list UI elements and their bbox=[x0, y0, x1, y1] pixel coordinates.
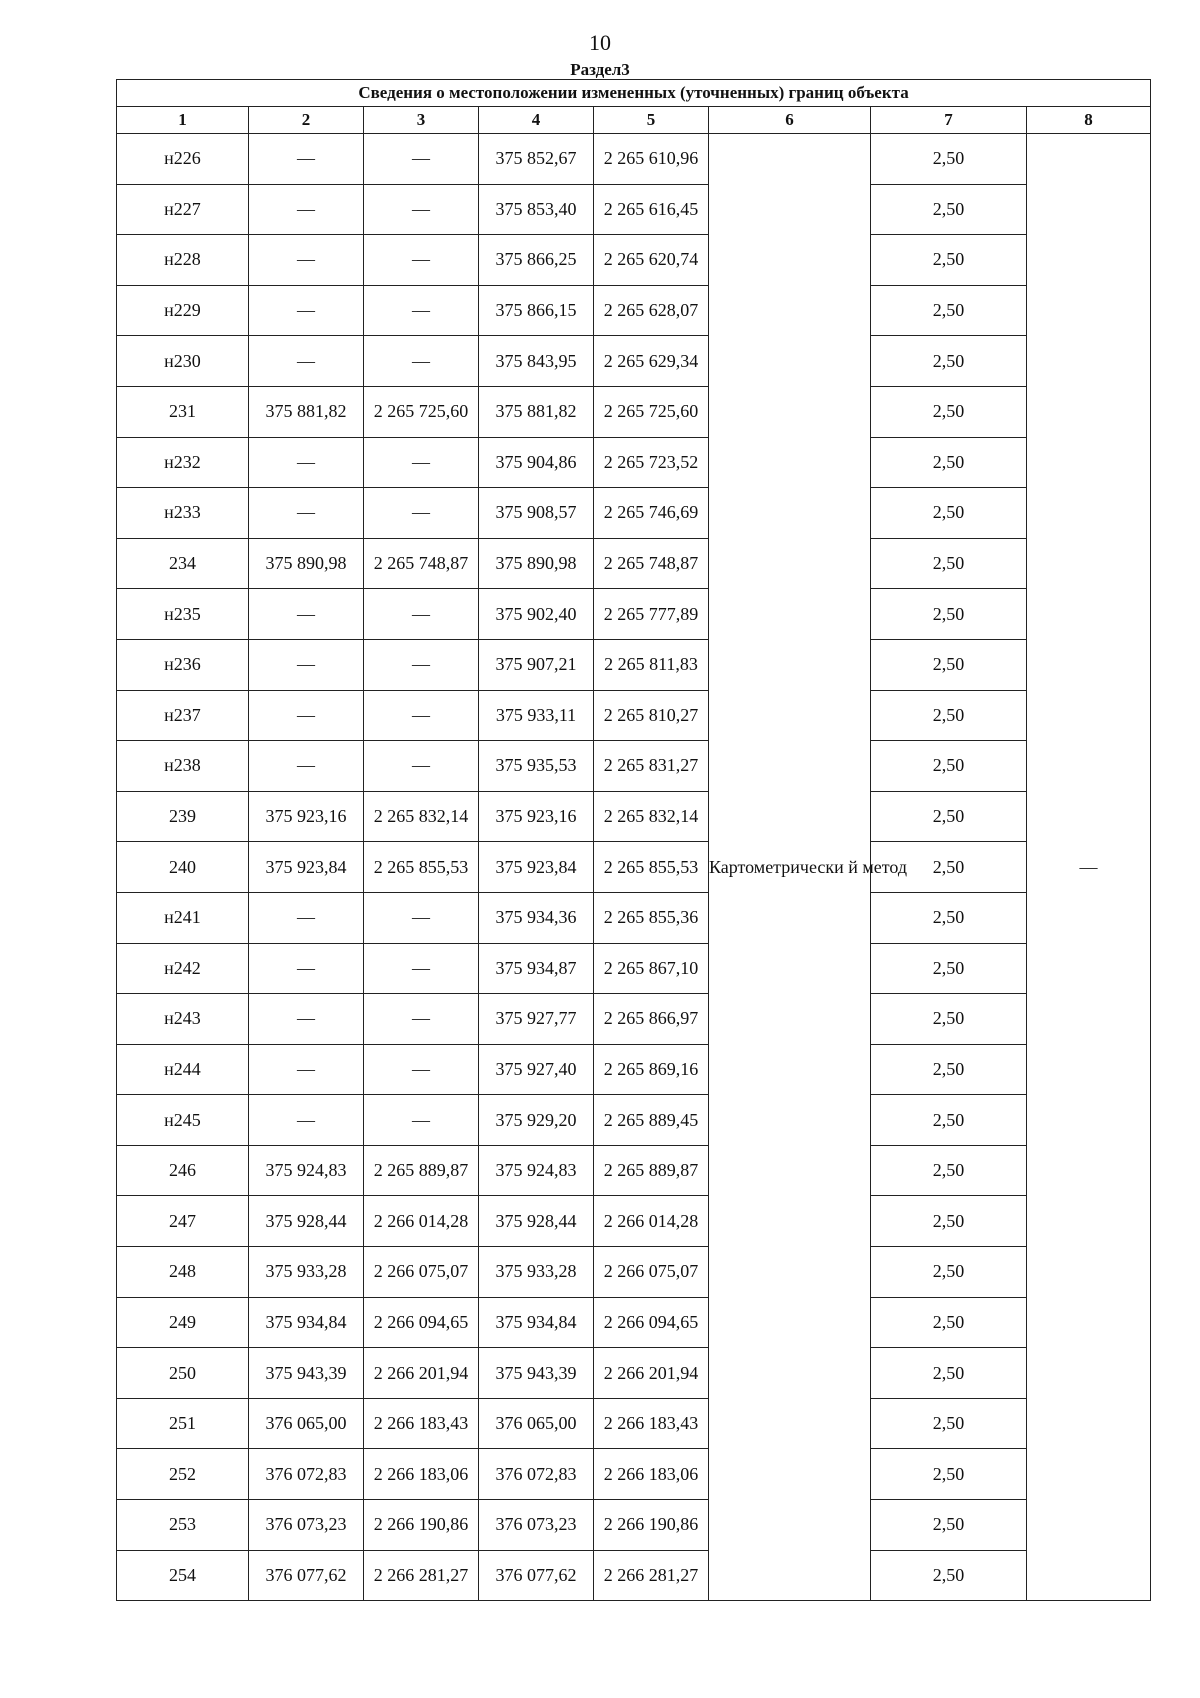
old-y-cell: — bbox=[364, 639, 479, 690]
old-y-cell: — bbox=[364, 690, 479, 741]
old-x-cell: 376 072,83 bbox=[249, 1449, 364, 1500]
old-y-cell: — bbox=[364, 892, 479, 943]
new-y-cell: 2 265 866,97 bbox=[594, 994, 709, 1045]
accuracy-cell: 2,50 bbox=[871, 1095, 1027, 1146]
accuracy-cell: 2,50 bbox=[871, 994, 1027, 1045]
new-x-cell: 375 890,98 bbox=[479, 538, 594, 589]
table-row bbox=[117, 690, 1151, 741]
new-y-cell: 2 265 831,27 bbox=[594, 741, 709, 792]
column-header: 6 bbox=[709, 107, 871, 134]
accuracy-cell: 2,50 bbox=[871, 943, 1027, 994]
new-y-cell: 2 265 832,14 bbox=[594, 791, 709, 842]
old-y-cell: — bbox=[364, 437, 479, 488]
old-y-cell: — bbox=[364, 235, 479, 286]
point-number-cell: 234 bbox=[117, 538, 249, 589]
new-x-cell: 375 923,84 bbox=[479, 842, 594, 893]
table-row bbox=[117, 437, 1151, 488]
old-x-cell: 375 923,84 bbox=[249, 842, 364, 893]
old-x-cell: — bbox=[249, 184, 364, 235]
old-x-cell: — bbox=[249, 488, 364, 539]
table-row bbox=[117, 741, 1151, 792]
point-number-cell: н238 bbox=[117, 741, 249, 792]
point-number-cell: н241 bbox=[117, 892, 249, 943]
table-row bbox=[117, 1500, 1151, 1551]
point-number-cell: 246 bbox=[117, 1145, 249, 1196]
old-x-cell: — bbox=[249, 741, 364, 792]
new-y-cell: 2 265 855,36 bbox=[594, 892, 709, 943]
new-x-cell: 375 902,40 bbox=[479, 589, 594, 640]
point-number-cell: 248 bbox=[117, 1247, 249, 1298]
point-number-cell: н227 bbox=[117, 184, 249, 235]
old-y-cell: 2 266 183,06 bbox=[364, 1449, 479, 1500]
point-number-cell: 239 bbox=[117, 791, 249, 842]
new-y-cell: 2 265 869,16 bbox=[594, 1044, 709, 1095]
table-row bbox=[117, 235, 1151, 286]
old-x-cell: — bbox=[249, 943, 364, 994]
old-y-cell: — bbox=[364, 994, 479, 1045]
old-y-cell: — bbox=[364, 134, 479, 185]
old-y-cell: — bbox=[364, 741, 479, 792]
old-y-cell: 2 266 281,27 bbox=[364, 1550, 479, 1601]
accuracy-cell: 2,50 bbox=[871, 1500, 1027, 1551]
new-y-cell: 2 266 183,06 bbox=[594, 1449, 709, 1500]
new-x-cell: 375 934,87 bbox=[479, 943, 594, 994]
old-y-cell: 2 266 094,65 bbox=[364, 1297, 479, 1348]
accuracy-cell: 2,50 bbox=[871, 1348, 1027, 1399]
table-body bbox=[117, 134, 1151, 1601]
accuracy-cell: 2,50 bbox=[871, 589, 1027, 640]
new-y-cell: 2 265 748,87 bbox=[594, 538, 709, 589]
point-number-cell: н244 bbox=[117, 1044, 249, 1095]
new-x-cell: 375 907,21 bbox=[479, 639, 594, 690]
page-number: 10 bbox=[589, 30, 611, 55]
new-x-cell: 375 927,77 bbox=[479, 994, 594, 1045]
old-x-cell: — bbox=[249, 134, 364, 185]
point-number-cell: н243 bbox=[117, 994, 249, 1045]
new-y-cell: 2 265 867,10 bbox=[594, 943, 709, 994]
table-row bbox=[117, 1044, 1151, 1095]
new-x-cell: 375 853,40 bbox=[479, 184, 594, 235]
old-x-cell: — bbox=[249, 336, 364, 387]
old-x-cell: — bbox=[249, 994, 364, 1045]
new-y-cell: 2 265 889,87 bbox=[594, 1145, 709, 1196]
new-y-cell: 2 265 746,69 bbox=[594, 488, 709, 539]
old-y-cell: 2 266 075,07 bbox=[364, 1247, 479, 1298]
new-y-cell: 2 265 628,07 bbox=[594, 285, 709, 336]
old-x-cell: 376 065,00 bbox=[249, 1398, 364, 1449]
new-x-cell: 376 073,23 bbox=[479, 1500, 594, 1551]
new-x-cell: 376 065,00 bbox=[479, 1398, 594, 1449]
table-row bbox=[117, 943, 1151, 994]
new-x-cell: 375 843,95 bbox=[479, 336, 594, 387]
new-y-cell: 2 266 075,07 bbox=[594, 1247, 709, 1298]
new-x-cell: 375 935,53 bbox=[479, 741, 594, 792]
new-y-cell: 2 266 183,43 bbox=[594, 1398, 709, 1449]
new-x-cell: 375 881,82 bbox=[479, 386, 594, 437]
old-y-cell: 2 265 889,87 bbox=[364, 1145, 479, 1196]
new-x-cell: 375 908,57 bbox=[479, 488, 594, 539]
old-y-cell: 2 265 748,87 bbox=[364, 538, 479, 589]
accuracy-cell: 2,50 bbox=[871, 1550, 1027, 1601]
column-header: 2 bbox=[249, 107, 364, 134]
new-x-cell: 375 866,15 bbox=[479, 285, 594, 336]
table-row bbox=[117, 1449, 1151, 1500]
point-number-cell: 251 bbox=[117, 1398, 249, 1449]
point-number-cell: н232 bbox=[117, 437, 249, 488]
new-y-cell: 2 265 723,52 bbox=[594, 437, 709, 488]
new-x-cell: 375 934,84 bbox=[479, 1297, 594, 1348]
new-y-cell: 2 265 811,83 bbox=[594, 639, 709, 690]
new-y-cell: 2 266 281,27 bbox=[594, 1550, 709, 1601]
point-number-cell: 252 bbox=[117, 1449, 249, 1500]
old-y-cell: — bbox=[364, 336, 479, 387]
new-y-cell: 2 266 094,65 bbox=[594, 1297, 709, 1348]
old-x-cell: 375 934,84 bbox=[249, 1297, 364, 1348]
column-header: 5 bbox=[594, 107, 709, 134]
new-x-cell: 375 929,20 bbox=[479, 1095, 594, 1146]
table-row bbox=[117, 285, 1151, 336]
table-caption: Сведения о местоположении измененных (уточненных) границ объекта bbox=[117, 80, 1151, 107]
table-row bbox=[117, 184, 1151, 235]
new-y-cell: 2 265 620,74 bbox=[594, 235, 709, 286]
new-x-cell: 375 943,39 bbox=[479, 1348, 594, 1399]
old-y-cell: 2 266 201,94 bbox=[364, 1348, 479, 1399]
accuracy-cell: 2,50 bbox=[871, 1449, 1027, 1500]
old-y-cell: 2 265 855,53 bbox=[364, 842, 479, 893]
old-y-cell: — bbox=[364, 589, 479, 640]
old-x-cell: 376 077,62 bbox=[249, 1550, 364, 1601]
column-header: 3 bbox=[364, 107, 479, 134]
accuracy-cell: 2,50 bbox=[871, 690, 1027, 741]
table-row bbox=[117, 791, 1151, 842]
old-x-cell: 376 073,23 bbox=[249, 1500, 364, 1551]
table-row bbox=[117, 1550, 1151, 1601]
old-x-cell: 375 943,39 bbox=[249, 1348, 364, 1399]
point-number-cell: н226 bbox=[117, 134, 249, 185]
old-y-cell: 2 266 190,86 bbox=[364, 1500, 479, 1551]
old-x-cell: 375 881,82 bbox=[249, 386, 364, 437]
old-y-cell: — bbox=[364, 1095, 479, 1146]
old-x-cell: — bbox=[249, 892, 364, 943]
old-x-cell: 375 924,83 bbox=[249, 1145, 364, 1196]
new-x-cell: 375 923,16 bbox=[479, 791, 594, 842]
column-header-row bbox=[117, 107, 1151, 134]
new-x-cell: 375 928,44 bbox=[479, 1196, 594, 1247]
old-y-cell: — bbox=[364, 184, 479, 235]
accuracy-cell: 2,50 bbox=[871, 791, 1027, 842]
new-y-cell: 2 266 201,94 bbox=[594, 1348, 709, 1399]
table-row bbox=[117, 1297, 1151, 1348]
accuracy-cell: 2,50 bbox=[871, 437, 1027, 488]
point-number-cell: н229 bbox=[117, 285, 249, 336]
table-row bbox=[117, 639, 1151, 690]
table-row bbox=[117, 386, 1151, 437]
accuracy-cell: 2,50 bbox=[871, 184, 1027, 235]
accuracy-cell: 2,50 bbox=[871, 336, 1027, 387]
new-x-cell: 375 866,25 bbox=[479, 235, 594, 286]
new-y-cell: 2 266 014,28 bbox=[594, 1196, 709, 1247]
new-x-cell: 376 077,62 bbox=[479, 1550, 594, 1601]
point-number-cell: н233 bbox=[117, 488, 249, 539]
table-row bbox=[117, 1145, 1151, 1196]
accuracy-cell: 2,50 bbox=[871, 842, 1027, 893]
accuracy-cell: 2,50 bbox=[871, 538, 1027, 589]
column-header: 4 bbox=[479, 107, 594, 134]
old-x-cell: — bbox=[249, 1095, 364, 1146]
old-x-cell: — bbox=[249, 690, 364, 741]
table-row bbox=[117, 1247, 1151, 1298]
old-x-cell: — bbox=[249, 1044, 364, 1095]
boundary-coordinates-table bbox=[116, 79, 1151, 1601]
point-number-cell: н235 bbox=[117, 589, 249, 640]
method-cell: Картометрически й метод bbox=[709, 134, 871, 1601]
table-row bbox=[117, 538, 1151, 589]
old-x-cell: 375 928,44 bbox=[249, 1196, 364, 1247]
new-x-cell: 375 904,86 bbox=[479, 437, 594, 488]
accuracy-cell: 2,50 bbox=[871, 488, 1027, 539]
old-x-cell: 375 890,98 bbox=[249, 538, 364, 589]
accuracy-cell: 2,50 bbox=[871, 386, 1027, 437]
table-row bbox=[117, 1348, 1151, 1399]
old-y-cell: 2 266 014,28 bbox=[364, 1196, 479, 1247]
table-row bbox=[117, 1095, 1151, 1146]
old-x-cell: 375 933,28 bbox=[249, 1247, 364, 1298]
new-x-cell: 375 933,11 bbox=[479, 690, 594, 741]
point-number-cell: 253 bbox=[117, 1500, 249, 1551]
old-y-cell: — bbox=[364, 943, 479, 994]
accuracy-cell: 2,50 bbox=[871, 1247, 1027, 1298]
point-number-cell: н245 bbox=[117, 1095, 249, 1146]
table-row bbox=[117, 842, 1151, 893]
table-row bbox=[117, 589, 1151, 640]
new-x-cell: 376 072,83 bbox=[479, 1449, 594, 1500]
section-title: Раздел3 bbox=[570, 60, 630, 79]
old-x-cell: — bbox=[249, 235, 364, 286]
point-number-cell: н228 bbox=[117, 235, 249, 286]
new-y-cell: 2 265 629,34 bbox=[594, 336, 709, 387]
column-header: 8 bbox=[1027, 107, 1151, 134]
new-y-cell: 2 266 190,86 bbox=[594, 1500, 709, 1551]
new-y-cell: 2 265 855,53 bbox=[594, 842, 709, 893]
new-y-cell: 2 265 610,96 bbox=[594, 134, 709, 185]
new-y-cell: 2 265 616,45 bbox=[594, 184, 709, 235]
old-y-cell: — bbox=[364, 1044, 479, 1095]
accuracy-cell: 2,50 bbox=[871, 134, 1027, 185]
accuracy-cell: 2,50 bbox=[871, 1398, 1027, 1449]
old-y-cell: 2 266 183,43 bbox=[364, 1398, 479, 1449]
new-y-cell: 2 265 810,27 bbox=[594, 690, 709, 741]
table-row bbox=[117, 1196, 1151, 1247]
new-x-cell: 375 933,28 bbox=[479, 1247, 594, 1298]
new-x-cell: 375 852,67 bbox=[479, 134, 594, 185]
old-y-cell: 2 265 725,60 bbox=[364, 386, 479, 437]
old-x-cell: — bbox=[249, 285, 364, 336]
accuracy-cell: 2,50 bbox=[871, 1196, 1027, 1247]
new-x-cell: 375 934,36 bbox=[479, 892, 594, 943]
new-y-cell: 2 265 777,89 bbox=[594, 589, 709, 640]
table-row bbox=[117, 488, 1151, 539]
new-y-cell: 2 265 889,45 bbox=[594, 1095, 709, 1146]
old-x-cell: — bbox=[249, 437, 364, 488]
table-row bbox=[117, 134, 1151, 185]
old-y-cell: — bbox=[364, 488, 479, 539]
point-number-cell: 254 bbox=[117, 1550, 249, 1601]
accuracy-cell: 2,50 bbox=[871, 639, 1027, 690]
point-number-cell: н230 bbox=[117, 336, 249, 387]
point-number-cell: н242 bbox=[117, 943, 249, 994]
old-x-cell: 375 923,16 bbox=[249, 791, 364, 842]
accuracy-cell: 2,50 bbox=[871, 741, 1027, 792]
old-y-cell: — bbox=[364, 285, 479, 336]
old-x-cell: — bbox=[249, 639, 364, 690]
table-row bbox=[117, 1398, 1151, 1449]
old-x-cell: — bbox=[249, 589, 364, 640]
point-number-cell: н236 bbox=[117, 639, 249, 690]
table-row bbox=[117, 336, 1151, 387]
column-header: 7 bbox=[871, 107, 1027, 134]
table-row bbox=[117, 892, 1151, 943]
point-number-cell: 240 bbox=[117, 842, 249, 893]
new-y-cell: 2 265 725,60 bbox=[594, 386, 709, 437]
point-number-cell: 250 bbox=[117, 1348, 249, 1399]
new-x-cell: 375 924,83 bbox=[479, 1145, 594, 1196]
accuracy-cell: 2,50 bbox=[871, 285, 1027, 336]
point-number-cell: н237 bbox=[117, 690, 249, 741]
new-x-cell: 375 927,40 bbox=[479, 1044, 594, 1095]
accuracy-cell: 2,50 bbox=[871, 892, 1027, 943]
accuracy-cell: 2,50 bbox=[871, 1145, 1027, 1196]
old-y-cell: 2 265 832,14 bbox=[364, 791, 479, 842]
point-number-cell: 247 bbox=[117, 1196, 249, 1247]
table-row bbox=[117, 994, 1151, 1045]
accuracy-cell: 2,50 bbox=[871, 1297, 1027, 1348]
accuracy-cell: 2,50 bbox=[871, 1044, 1027, 1095]
column-header: 1 bbox=[117, 107, 249, 134]
point-number-cell: 231 bbox=[117, 386, 249, 437]
point-number-cell: 249 bbox=[117, 1297, 249, 1348]
column-8-cell: — bbox=[1027, 134, 1151, 1601]
accuracy-cell: 2,50 bbox=[871, 235, 1027, 286]
